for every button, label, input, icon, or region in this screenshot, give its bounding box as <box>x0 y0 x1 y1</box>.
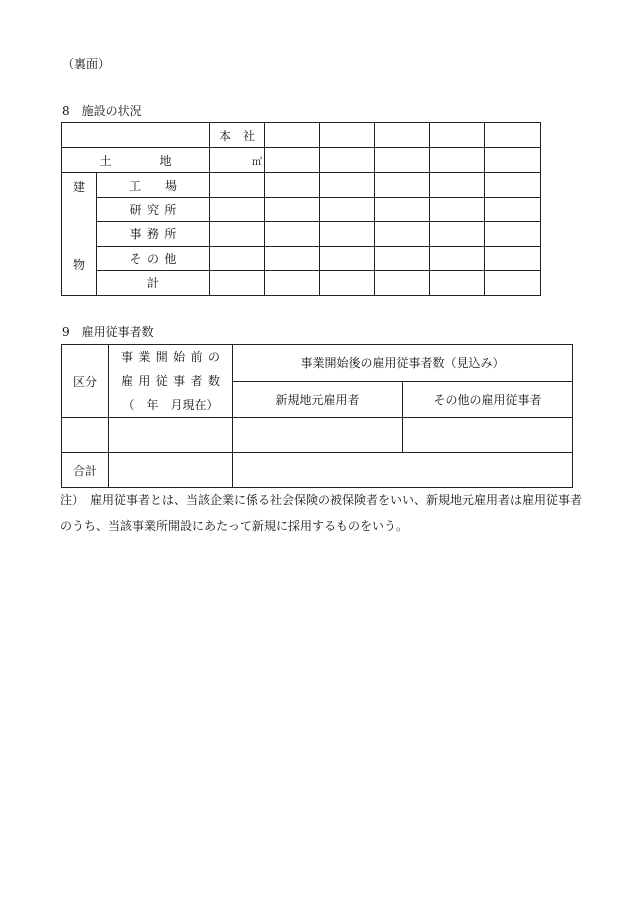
building-cell[interactable] <box>430 222 485 246</box>
building-cell[interactable] <box>375 198 430 222</box>
building-row-office <box>62 222 541 246</box>
note <box>60 487 583 539</box>
facility-header-row <box>62 123 541 148</box>
building-cell[interactable] <box>375 222 430 246</box>
building-cell[interactable] <box>320 173 375 198</box>
building-row-other <box>62 246 541 270</box>
section9-heading: 9 雇用従事者数 <box>62 325 154 339</box>
employment-table <box>61 344 573 488</box>
employment-cell-new-local[interactable] <box>233 418 403 453</box>
building-cell[interactable] <box>320 222 375 246</box>
building-type-office: 事務所 <box>97 222 210 246</box>
facility-header-cell[interactable] <box>430 123 485 148</box>
land-cell[interactable] <box>265 148 320 173</box>
col-kubun: 区分 <box>62 345 109 418</box>
facility-header-blank <box>62 123 210 148</box>
building-row-lab <box>62 198 541 222</box>
building-label-top: 建 <box>73 180 86 194</box>
employment-total-after[interactable] <box>233 453 573 488</box>
building-cell[interactable] <box>210 198 265 222</box>
land-label: 土 地 <box>62 148 210 173</box>
building-cell[interactable] <box>430 246 485 270</box>
building-cell[interactable] <box>265 270 320 295</box>
col-before-line1: 事業開始前の <box>120 350 226 364</box>
col-before <box>109 345 233 418</box>
note-line2: のうち、当該事業所開設にあたって新規に採用するものをいう。 <box>60 519 409 533</box>
col-before-line3: （ 年 月現在） <box>122 398 219 412</box>
building-cell[interactable] <box>210 270 265 295</box>
facility-header-cell[interactable] <box>265 123 320 148</box>
building-cell[interactable] <box>375 246 430 270</box>
col-other: その他の雇用従事者 <box>403 381 573 418</box>
col-after: 事業開始後の雇用従事者数（見込み） <box>233 345 573 382</box>
building-cell[interactable] <box>430 270 485 295</box>
building-cell[interactable] <box>320 246 375 270</box>
employment-total-row <box>62 453 573 488</box>
building-cell[interactable] <box>375 173 430 198</box>
employment-total-before[interactable] <box>109 453 233 488</box>
building-cell[interactable] <box>210 173 265 198</box>
building-row-factory <box>62 173 541 198</box>
section8-heading: 8 施設の状況 <box>62 104 142 118</box>
col-before-line2: 雇用従事者数 <box>120 374 226 388</box>
building-cell[interactable] <box>485 246 541 270</box>
facility-land-row <box>62 148 541 173</box>
building-cell[interactable] <box>210 246 265 270</box>
building-cell[interactable] <box>430 198 485 222</box>
facility-table <box>61 122 541 296</box>
employment-header-row1 <box>62 345 573 382</box>
building-row-total <box>62 270 541 295</box>
facility-header-cell[interactable] <box>485 123 541 148</box>
building-type-lab: 研究所 <box>97 198 210 222</box>
land-cell[interactable] <box>485 148 541 173</box>
land-cell[interactable] <box>320 148 375 173</box>
land-unit: ㎡ <box>210 148 265 173</box>
building-label-bottom: 物 <box>73 258 86 272</box>
building-cell[interactable] <box>485 198 541 222</box>
building-type-factory: 工 場 <box>97 173 210 198</box>
land-cell[interactable] <box>375 148 430 173</box>
building-cell[interactable] <box>485 270 541 295</box>
building-cell[interactable] <box>265 246 320 270</box>
facility-header-cell[interactable] <box>320 123 375 148</box>
building-cell[interactable] <box>210 222 265 246</box>
facility-header-cell[interactable] <box>375 123 430 148</box>
building-cell[interactable] <box>375 270 430 295</box>
employment-cell-other[interactable] <box>403 418 573 453</box>
col-new-local: 新規地元雇用者 <box>233 381 403 418</box>
building-cell[interactable] <box>430 173 485 198</box>
building-cell[interactable] <box>485 173 541 198</box>
building-type-other: その他 <box>97 246 210 270</box>
building-cell[interactable] <box>265 173 320 198</box>
building-cell[interactable] <box>320 198 375 222</box>
building-type-total: 計 <box>97 270 210 295</box>
employment-cell-before[interactable] <box>109 418 233 453</box>
page-label: （裏面） <box>62 57 111 71</box>
facility-header-honsha: 本 社 <box>210 123 265 148</box>
building-cell[interactable] <box>320 270 375 295</box>
employment-data-row <box>62 418 573 453</box>
building-cell[interactable] <box>265 222 320 246</box>
note-line1: 注） 雇用従事者とは、当該企業に係る社会保険の被保険者をいい、新規地元雇用者は雇用従事者 <box>60 493 583 507</box>
building-cell[interactable] <box>485 222 541 246</box>
land-cell[interactable] <box>430 148 485 173</box>
building-cell[interactable] <box>265 198 320 222</box>
building-label <box>62 173 97 296</box>
total-label: 合計 <box>62 453 109 488</box>
employment-cell-kubun[interactable] <box>62 418 109 453</box>
